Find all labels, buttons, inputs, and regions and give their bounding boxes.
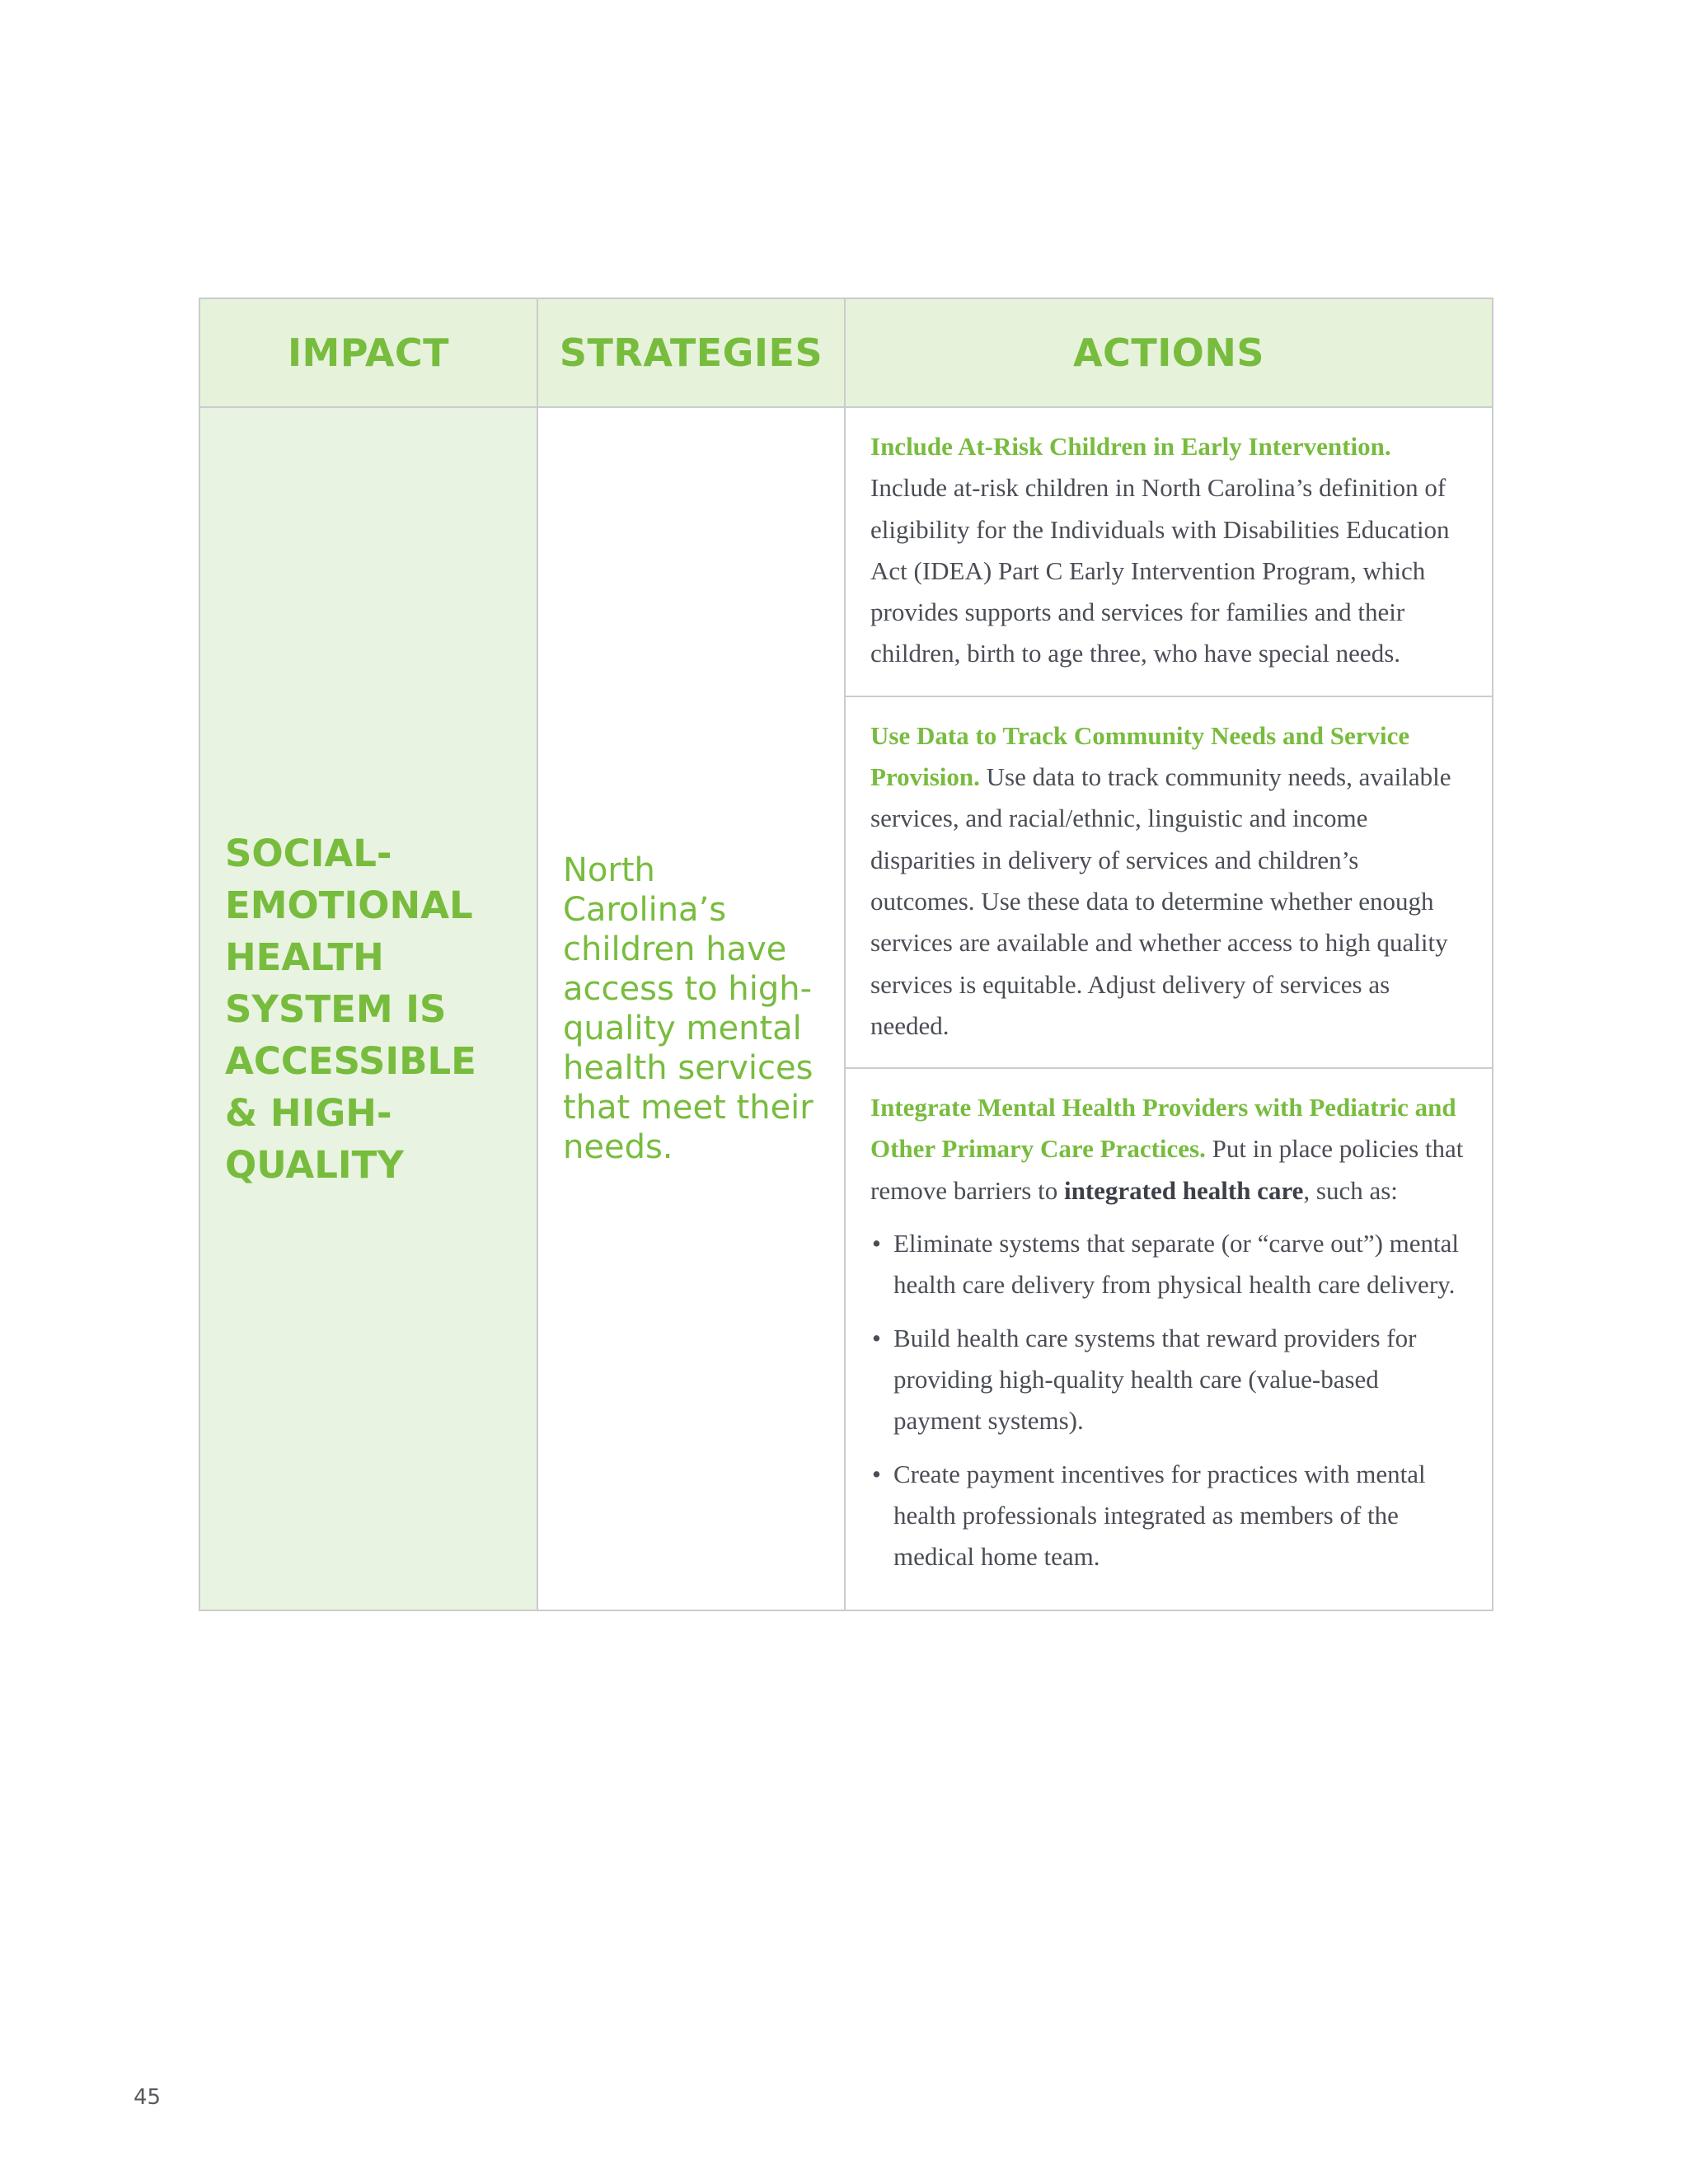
impact-header: IMPACT	[199, 298, 537, 407]
action-body: Include at-risk children in North Carolina’s definition of eligibility for the Individuals with Disabilities Education Act (IDEA) Part C Early Intervention Program, which provides supports and services for families and their children, birth to age three, who have special needs.	[870, 473, 1450, 668]
page-number: 45	[134, 2085, 162, 2110]
impact-cell	[199, 407, 537, 1610]
action-title: Include At-Risk Children in Early Intervention.	[870, 432, 1391, 461]
actions-header: ACTIONS	[845, 298, 1493, 407]
impact-strategies-actions-table	[199, 298, 1493, 1611]
action-body: Use data to track community needs, available services, and racial/ethnic, linguistic and income disparities in delivery of services and children’s outcomes. Use these data to determine whether enough services are available and whether access to high quality services is equitable. Adjust delivery of services as needed.	[870, 762, 1451, 1040]
list-item: • Eliminate systems that separate (or “carve out”) mental health care delivery from physical health care delivery.	[870, 1223, 1469, 1306]
list-item: • Create payment incentives for practices with mental health professionals integrated as members of the medical home team.	[870, 1454, 1469, 1578]
action-cell-integrate-providers	[845, 1068, 1493, 1610]
action-body-end: , such as:	[1303, 1175, 1398, 1205]
list-item: • Build health care systems that reward providers for providing high-quality health care (value-based payment systems).	[870, 1318, 1469, 1442]
action-cell-early-intervention	[845, 407, 1493, 696]
strategy-text: North Carolina’s children have access to high-quality mental health services that meet their needs.	[563, 851, 814, 1167]
action-title: Integrate Mental Health Providers with Pediatric and Other Primary Care Practices.	[870, 1093, 1456, 1164]
action-title: Use Data to Track Community Needs and Service Provision.	[870, 720, 1410, 792]
action-body-emphasis: integrated health care	[1063, 1175, 1304, 1205]
action-cell-use-data	[845, 696, 1493, 1068]
strategies-header: STRATEGIES	[537, 298, 845, 407]
table-row	[199, 407, 1493, 696]
table-header-row	[199, 298, 1493, 407]
action-body: Put in place policies that remove barriers to	[870, 1134, 1464, 1205]
strategy-cell	[537, 407, 845, 1610]
impact-text: SOCIAL-EMOTIONAL HEALTH SYSTEM IS ACCESSIBLE & HIGH-QUALITY	[225, 831, 476, 1187]
action-bullet-list	[870, 1223, 1469, 1577]
